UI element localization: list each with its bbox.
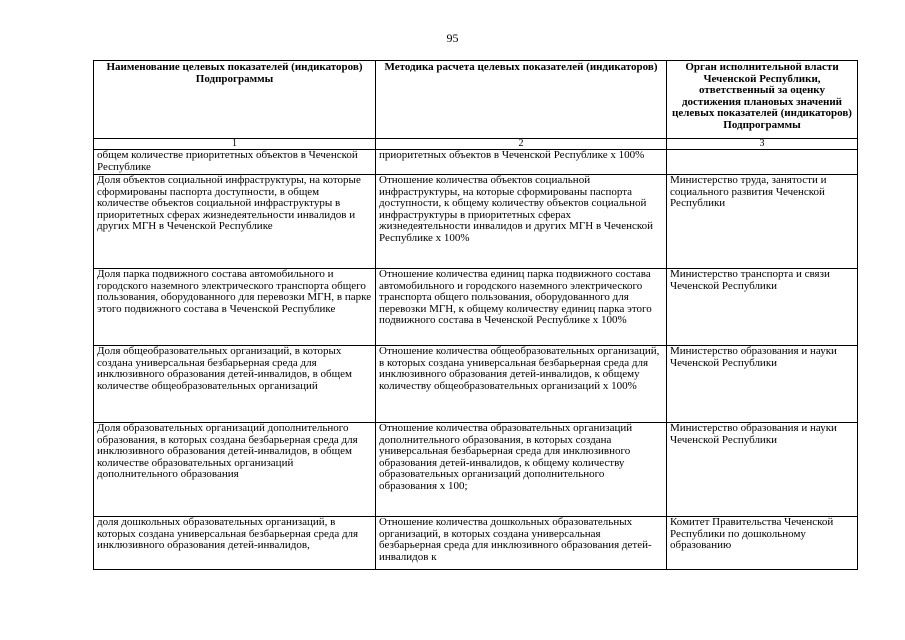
authority-cell: Министерство транспорта и связи Чеченской Республики bbox=[667, 269, 858, 346]
indicator-cell: Доля парка подвижного состава автомобильного и городского наземного электрического транспорта общего пользования, оборудованного для перевозки МГН, в парке этого подвижного состава в Чеченской Республике bbox=[94, 269, 376, 346]
indicators-table bbox=[93, 60, 858, 570]
column-number: 3 bbox=[667, 139, 858, 150]
table-row bbox=[94, 150, 858, 175]
method-cell: Отношение количества объектов социальной инфраструктуры, на которые сформированы паспорта доступности, к общему количеству объектов социальной инфраструктуры в приоритетных сферах жизнедеятельности инвалидов и других МГН в Чеченской Республике х 100% bbox=[376, 175, 667, 269]
table-row bbox=[94, 175, 858, 269]
header-row bbox=[94, 61, 858, 139]
method-cell: Отношение количества единиц парка подвижного состава автомобильного и городского наземного электрического транспорта общего пользования, оборудованного для перевозки МГН, к общему количеству единиц парка этого подвижного состава в Чеченской Республике х 100% bbox=[376, 269, 667, 346]
indicator-cell: Доля образовательных организаций дополнительного образования, в которых создана безбарьерная среда для инклюзивного образования детей-инвалидов, в общем количестве образовательных организаций дополнительного образования bbox=[94, 423, 376, 517]
table-row bbox=[94, 517, 858, 570]
table-row bbox=[94, 346, 858, 423]
table-row bbox=[94, 269, 858, 346]
table-row bbox=[94, 423, 858, 517]
indicator-cell: общем количестве приоритетных объектов в Чеченской Республике bbox=[94, 150, 376, 175]
method-cell: Отношение количества дошкольных образовательных организаций, в которых создана универсальная безбарьерная среда для инклюзивного образования детей-инвалидов к bbox=[376, 517, 667, 570]
column-number: 2 bbox=[376, 139, 667, 150]
authority-cell: Министерство образования и науки Чеченской Республики bbox=[667, 423, 858, 517]
indicator-cell: Доля объектов социальной инфраструктуры, на которые сформированы паспорта доступности, в общем количестве объектов социальной инфраструктуры в приоритетных сферах жизнедеятельности инвалидов и других МГН в Чеченской Республике bbox=[94, 175, 376, 269]
authority-cell: Министерство труда, занятости и социального развития Чеченской Республики bbox=[667, 175, 858, 269]
header-calculation-method: Методика расчета целевых показателей (индикаторов) bbox=[376, 61, 667, 139]
page-number: 95 bbox=[446, 31, 459, 45]
indicator-cell: доля дошкольных образовательных организаций, в которых создана универсальная безбарьерная среда для инклюзивного образования детей-инвалидов, bbox=[94, 517, 376, 570]
method-cell: приоритетных объектов в Чеченской Республике х 100% bbox=[376, 150, 667, 175]
column-number-row bbox=[94, 139, 858, 150]
header-indicator-name: Наименование целевых показателей (индикаторов) Подпрограммы bbox=[94, 61, 376, 139]
method-cell: Отношение количества общеобразовательных организаций, в которых создана универсальная безбарьерная среда для инклюзивного образования детей-инвалидов, к общему количеству общеобразовательных организаций х 100% bbox=[376, 346, 667, 423]
column-number: 1 bbox=[94, 139, 376, 150]
header-responsible-authority: Орган исполнительной власти Чеченской Республики, ответственный за оценку достижения плановых значений целевых показателей (индикаторов) Подпрограммы bbox=[667, 61, 858, 139]
authority-cell: Комитет Правительства Чеченской Республики по дошкольному образованию bbox=[667, 517, 858, 570]
authority-cell bbox=[667, 150, 858, 175]
method-cell: Отношение количества образовательных организаций дополнительного образования, в которых создана универсальная безбарьерная среда для инклюзивного образования детей-инвалидов, к общему количеству образовательных организаций дополнительного образования х 100; bbox=[376, 423, 667, 517]
indicator-cell: Доля общеобразовательных организаций, в которых создана универсальная безбарьерная среда для инклюзивного образования детей-инвалидов, в общем количестве общеобразовательных организаций bbox=[94, 346, 376, 423]
authority-cell: Министерство образования и науки Чеченской Республики bbox=[667, 346, 858, 423]
